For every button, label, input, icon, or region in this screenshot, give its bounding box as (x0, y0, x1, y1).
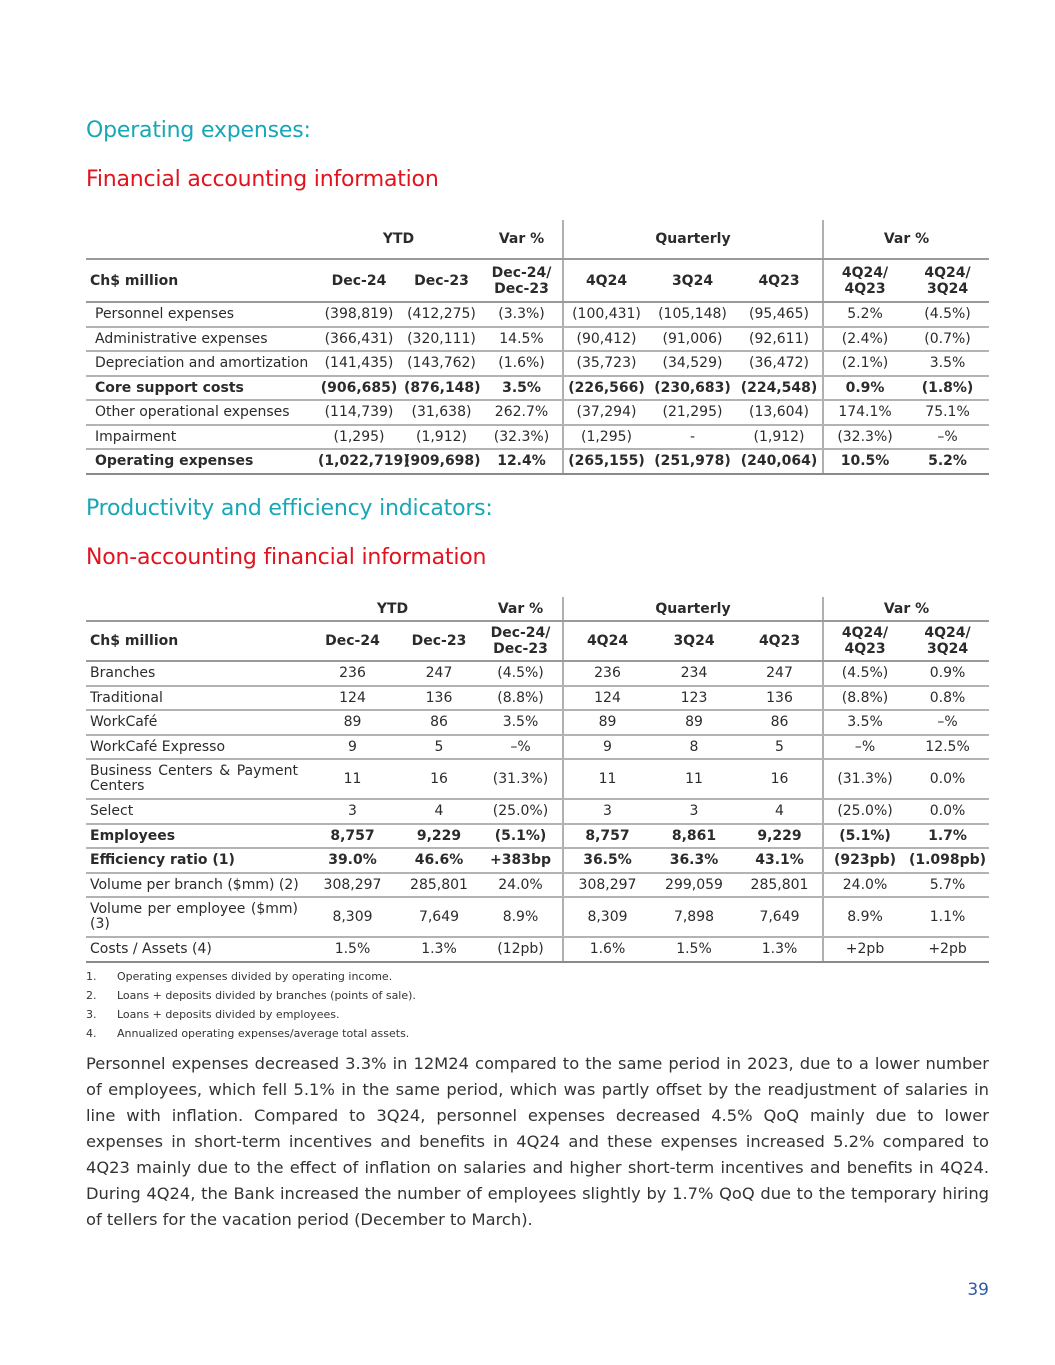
column-header: 4Q24/ 4Q23 (823, 621, 906, 661)
footnote-item (86, 1005, 416, 1024)
table-cell: (4.5%) (479, 661, 563, 686)
column-header: 4Q24/ 4Q23 (823, 259, 906, 302)
row-label: Business Centers & Payment Centers (86, 759, 306, 799)
column-header: 3Q24 (651, 621, 737, 661)
table-cell: 3.5% (479, 710, 563, 735)
row-label: Administrative expenses (86, 327, 316, 352)
column-header: Dec-23 (402, 259, 481, 302)
table-cell: 1.5% (651, 937, 737, 962)
table-cell: (35,723) (563, 351, 649, 376)
table-cell: 3.5% (906, 351, 989, 376)
footnote-number: 1. (86, 970, 97, 983)
table2-group-header-row (86, 597, 989, 621)
table-cell: 9,229 (737, 824, 823, 849)
table-cell: 89 (306, 710, 399, 735)
table1-group-header-row (86, 220, 989, 259)
operating-expenses-table (86, 220, 989, 475)
table-cell: 174.1% (823, 400, 906, 425)
table-cell: (5.1%) (479, 824, 563, 849)
table-row (86, 735, 989, 760)
table-cell: (240,064) (736, 449, 823, 474)
table-cell: (366,431) (316, 327, 402, 352)
table-cell: 247 (399, 661, 479, 686)
table-cell: (8.8%) (823, 686, 906, 711)
table-cell: +2pb (823, 937, 906, 962)
table-cell: 11 (563, 759, 651, 799)
table-cell: 36.5% (563, 848, 651, 873)
table-cell: 136 (399, 686, 479, 711)
table-row (86, 661, 989, 686)
table-cell: 3 (563, 799, 651, 824)
table1-column-header-row (86, 259, 989, 302)
column-header: 4Q24 (563, 259, 649, 302)
table-cell: (265,155) (563, 449, 649, 474)
table-cell: (3.3%) (481, 302, 563, 327)
table-cell: (95,465) (736, 302, 823, 327)
table-cell: (143,762) (402, 351, 481, 376)
table-cell: 8,309 (563, 897, 651, 937)
table-cell: 8 (651, 735, 737, 760)
table-cell: (5.1%) (823, 824, 906, 849)
table-cell: - (649, 425, 736, 450)
table-cell: 285,801 (399, 873, 479, 898)
table-cell: 39.0% (306, 848, 399, 873)
table-row (86, 710, 989, 735)
table-cell: 8.9% (823, 897, 906, 937)
column-header: 4Q23 (736, 259, 823, 302)
footnote-text: Annualized operating expenses/average total assets. (117, 1027, 410, 1040)
table-cell: –% (906, 425, 989, 450)
table-cell: +383bp (479, 848, 563, 873)
table-cell: (2.4%) (823, 327, 906, 352)
table-cell: (1.8%) (906, 376, 989, 401)
table-row (86, 873, 989, 898)
table-cell: 1.5% (306, 937, 399, 962)
footnote-number: 4. (86, 1027, 97, 1040)
table-row (86, 937, 989, 962)
table-cell: (31,638) (402, 400, 481, 425)
table-cell: 9 (306, 735, 399, 760)
section-subtitle-financial-accounting: Financial accounting information (86, 167, 439, 192)
table-cell: (1.098pb) (906, 848, 989, 873)
table-cell: 7,898 (651, 897, 737, 937)
table-cell: 24.0% (823, 873, 906, 898)
table-cell: 11 (306, 759, 399, 799)
table-cell: 14.5% (481, 327, 563, 352)
footnote-text: Operating expenses divided by operating income. (117, 970, 393, 983)
table-cell: 0.0% (906, 759, 989, 799)
row-label: Depreciation and amortization (86, 351, 316, 376)
table-cell: (25.0%) (479, 799, 563, 824)
column-header: Dec-24/ Dec-23 (479, 621, 563, 661)
table-cell: (100,431) (563, 302, 649, 327)
table-cell: (1,912) (736, 425, 823, 450)
table-cell: (224,548) (736, 376, 823, 401)
table-cell: 7,649 (737, 897, 823, 937)
table-row (86, 799, 989, 824)
table-row (86, 327, 989, 352)
column-header: Dec-24/ Dec-23 (481, 259, 563, 302)
column-header: 4Q24/ 3Q24 (906, 259, 989, 302)
table-row (86, 848, 989, 873)
table-cell: (114,739) (316, 400, 402, 425)
table-cell: (906,685) (316, 376, 402, 401)
footnote-item (86, 967, 416, 986)
footnote-text: Loans + deposits divided by employees. (117, 1008, 340, 1021)
column-header: 4Q24 (563, 621, 651, 661)
column-header: Dec-23 (399, 621, 479, 661)
table-cell: 236 (306, 661, 399, 686)
section-title-operating-expenses: Operating expenses: (86, 118, 311, 143)
table-cell: (876,148) (402, 376, 481, 401)
table-cell: 12.4% (481, 449, 563, 474)
table-cell: 136 (737, 686, 823, 711)
row-label: Traditional (86, 686, 306, 711)
row-label: Efficiency ratio (1) (86, 848, 306, 873)
table-cell: (1.6%) (481, 351, 563, 376)
table-row (86, 449, 989, 474)
row-label: Core support costs (86, 376, 316, 401)
table-cell: –% (479, 735, 563, 760)
group-ytd: YTD (316, 220, 481, 259)
table-cell: (31.3%) (479, 759, 563, 799)
table-row (86, 302, 989, 327)
table2-column-header-row (86, 621, 989, 661)
table-cell: (91,006) (649, 327, 736, 352)
table-cell: (25.0%) (823, 799, 906, 824)
table-cell: 124 (563, 686, 651, 711)
table-cell: 1.3% (737, 937, 823, 962)
table-cell: –% (906, 710, 989, 735)
table-cell: 11 (651, 759, 737, 799)
group-ytd: YTD (306, 597, 479, 621)
table-cell: 0.8% (906, 686, 989, 711)
table-cell: (13,604) (736, 400, 823, 425)
footnote-text: Loans + deposits divided by branches (points of sale). (117, 989, 416, 1002)
table-cell: (21,295) (649, 400, 736, 425)
table-cell: 5 (399, 735, 479, 760)
row-label: WorkCafé (86, 710, 306, 735)
table-cell: 8,757 (563, 824, 651, 849)
table-cell: (230,683) (649, 376, 736, 401)
table-cell: 5 (737, 735, 823, 760)
column-header: Dec-24 (316, 259, 402, 302)
footnote-item (86, 986, 416, 1005)
table-cell: 0.9% (823, 376, 906, 401)
row-label: Impairment (86, 425, 316, 450)
table-row (86, 759, 989, 799)
row-label: Volume per branch ($mm) (2) (86, 873, 306, 898)
table-cell: 10.5% (823, 449, 906, 474)
table-cell: 236 (563, 661, 651, 686)
row-label: Personnel expenses (86, 302, 316, 327)
row-label: Operating expenses (86, 449, 316, 474)
table-cell: 8,861 (651, 824, 737, 849)
table-cell: 3.5% (823, 710, 906, 735)
row-label: Employees (86, 824, 306, 849)
table-cell: 8,757 (306, 824, 399, 849)
group-var: Var % (823, 220, 989, 259)
table-cell: (31.3%) (823, 759, 906, 799)
table-cell: –% (823, 735, 906, 760)
table-cell: 1.3% (399, 937, 479, 962)
column-header: 4Q24/ 3Q24 (906, 621, 989, 661)
table-cell: (1,022,719) (316, 449, 402, 474)
table-cell: 75.1% (906, 400, 989, 425)
table-cell: 308,297 (563, 873, 651, 898)
table-cell: 89 (651, 710, 737, 735)
table-cell: (90,412) (563, 327, 649, 352)
row-label: Volume per employee ($mm) (3) (86, 897, 306, 937)
table-cell: 16 (737, 759, 823, 799)
table-cell: 24.0% (479, 873, 563, 898)
footnote-item (86, 1024, 416, 1043)
group-var: Var % (823, 597, 989, 621)
table-cell: (1,295) (563, 425, 649, 450)
table-cell: (412,275) (402, 302, 481, 327)
table-cell: 124 (306, 686, 399, 711)
group-quarterly: Quarterly (563, 597, 823, 621)
table-row (86, 686, 989, 711)
column-header: Ch$ million (86, 259, 316, 302)
table-cell: 3 (306, 799, 399, 824)
productivity-indicators-table (86, 597, 989, 963)
table-cell: (1,295) (316, 425, 402, 450)
table-cell: 12.5% (906, 735, 989, 760)
table-row (86, 824, 989, 849)
table-cell: 1.7% (906, 824, 989, 849)
column-header: Dec-24 (306, 621, 399, 661)
table-cell: 5.2% (906, 449, 989, 474)
table-cell: (1,912) (402, 425, 481, 450)
table-cell: 285,801 (737, 873, 823, 898)
table-cell: 9,229 (399, 824, 479, 849)
table-cell: (226,566) (563, 376, 649, 401)
table-cell: 308,297 (306, 873, 399, 898)
table-cell: 8,309 (306, 897, 399, 937)
table-cell: 43.1% (737, 848, 823, 873)
table-cell: 1.6% (563, 937, 651, 962)
table-cell: (8.8%) (479, 686, 563, 711)
table-cell: (4.5%) (823, 661, 906, 686)
table-cell: (36,472) (736, 351, 823, 376)
table-cell: (141,435) (316, 351, 402, 376)
table-cell: 1.1% (906, 897, 989, 937)
footnote-number: 3. (86, 1008, 97, 1021)
row-label: Branches (86, 661, 306, 686)
table-cell: 262.7% (481, 400, 563, 425)
table-cell: 5.2% (823, 302, 906, 327)
table-cell: 3 (651, 799, 737, 824)
section-subtitle-non-accounting: Non-accounting financial information (86, 545, 487, 570)
table-cell: (4.5%) (906, 302, 989, 327)
table-cell: 36.3% (651, 848, 737, 873)
table-cell: +2pb (906, 937, 989, 962)
table-cell: (34,529) (649, 351, 736, 376)
table-row (86, 351, 989, 376)
personnel-expenses-paragraph: Personnel expenses decreased 3.3% in 12M24 compared to the same period in 2023, due to a lower number of employees, which fell 5.1% in the same period, which was partly offset by the readjustment of salaries in line with inflation. Compared to 3Q24, personnel expenses decreased 4.5% QoQ mainly due to lower expenses in short-term incentives and benefits in 4Q24 and these expenses increased 5.2% compared to 4Q23 mainly due to the effect of inflation on salaries and higher short-term incentives and benefits in 4Q24. During 4Q24, the Bank increased the number of employees slightly by 1.7% QoQ due to the temporary hiring of tellers for the vacation period (December to March). (86, 1054, 989, 1229)
table-cell: (398,819) (316, 302, 402, 327)
table-cell: 0.9% (906, 661, 989, 686)
table-cell: (909,698) (402, 449, 481, 474)
row-label: Other operational expenses (86, 400, 316, 425)
table-cell: (92,611) (736, 327, 823, 352)
group-quarterly: Quarterly (563, 220, 823, 259)
column-header: Ch$ million (86, 621, 306, 661)
table-cell: (2.1%) (823, 351, 906, 376)
table-cell: (320,111) (402, 327, 481, 352)
table-cell: (32.3%) (481, 425, 563, 450)
table-cell: 234 (651, 661, 737, 686)
table-cell: (37,294) (563, 400, 649, 425)
column-header: 3Q24 (649, 259, 736, 302)
footnotes (86, 967, 416, 1043)
table-cell: 0.0% (906, 799, 989, 824)
table-row (86, 425, 989, 450)
section-title-productivity: Productivity and efficiency indicators: (86, 496, 493, 521)
table-cell: 9 (563, 735, 651, 760)
page-number: 39 (967, 1280, 989, 1300)
table-cell: 8.9% (479, 897, 563, 937)
footnote-number: 2. (86, 989, 97, 1002)
table-cell: (923pb) (823, 848, 906, 873)
table-cell: 5.7% (906, 873, 989, 898)
table-row (86, 897, 989, 937)
group-var: Var % (481, 220, 563, 259)
table-cell: 4 (737, 799, 823, 824)
table-cell: 3.5% (481, 376, 563, 401)
table-cell: 299,059 (651, 873, 737, 898)
row-label: Select (86, 799, 306, 824)
row-label: Costs / Assets (4) (86, 937, 306, 962)
table-cell: 7,649 (399, 897, 479, 937)
table-cell: 123 (651, 686, 737, 711)
table-cell: 89 (563, 710, 651, 735)
column-header: 4Q23 (737, 621, 823, 661)
table-cell: (32.3%) (823, 425, 906, 450)
table-row (86, 376, 989, 401)
table-cell: (12pb) (479, 937, 563, 962)
table-cell: 247 (737, 661, 823, 686)
table-cell: (105,148) (649, 302, 736, 327)
table-cell: (251,978) (649, 449, 736, 474)
table-cell: (0.7%) (906, 327, 989, 352)
table-cell: 4 (399, 799, 479, 824)
table-cell: 16 (399, 759, 479, 799)
table-row (86, 400, 989, 425)
group-var: Var % (479, 597, 563, 621)
table-cell: 86 (399, 710, 479, 735)
table-cell: 86 (737, 710, 823, 735)
row-label: WorkCafé Expresso (86, 735, 306, 760)
table-cell: 46.6% (399, 848, 479, 873)
